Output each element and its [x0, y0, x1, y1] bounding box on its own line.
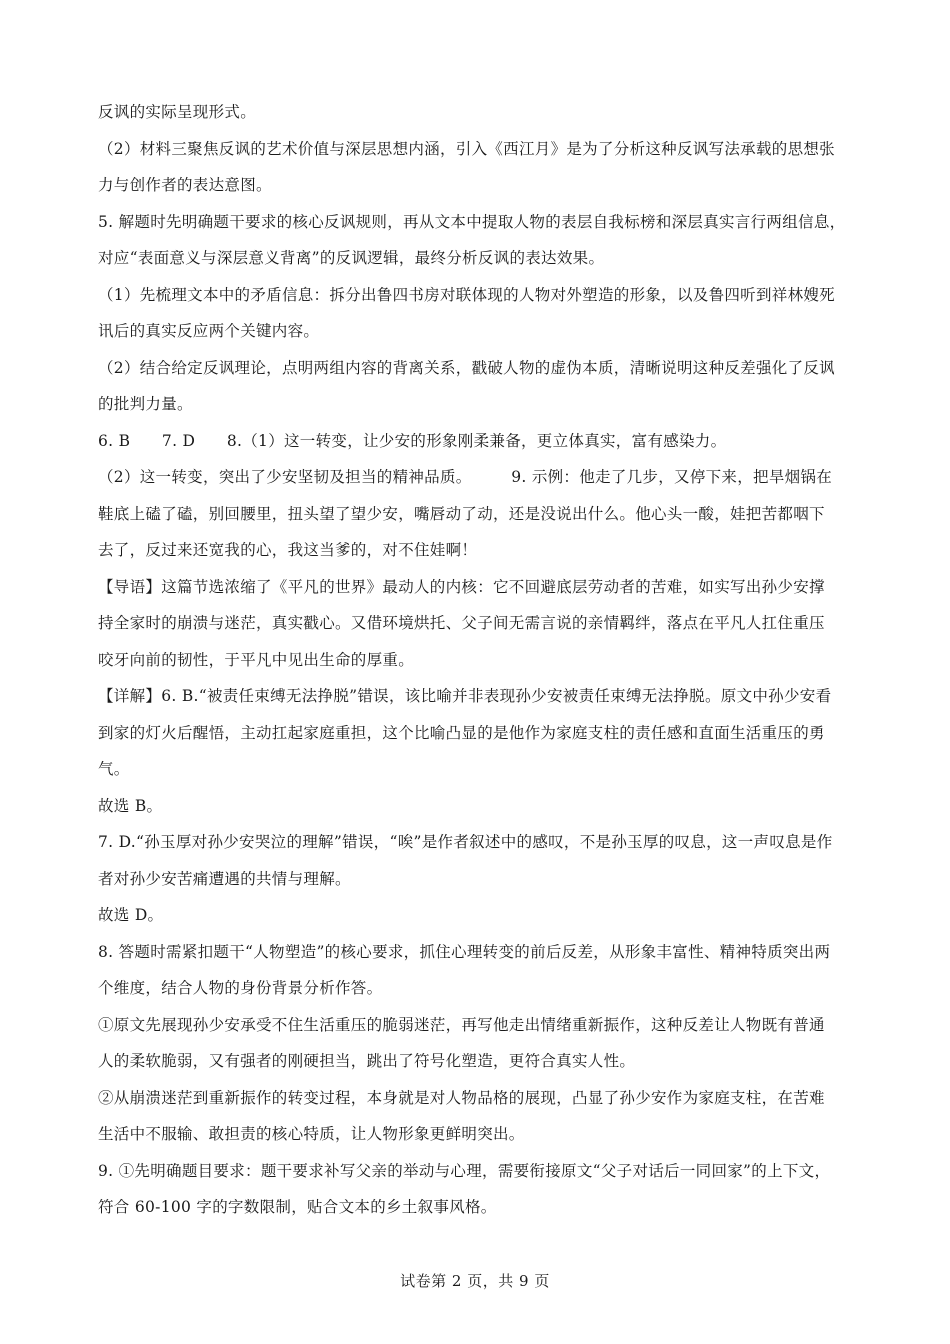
text-line: 鞋底上磕了磕，别回腰里，扭头望了望少安，嘴唇动了动，还是没说出什么。他心头一酸，娃把苦都咽下	[98, 504, 825, 523]
page-footer: 试卷第 2 页，共 9 页	[400, 1272, 550, 1290]
page-body-text	[98, 94, 858, 1226]
text-line: 7. D.“孙玉厚对孙少安哭泣的理解”错误，“唉”是作者叙述中的感叹，不是孙玉厚的叹息，这一声叹息是作	[98, 833, 833, 851]
text-line: 到家的灯火后醒悟，主动扛起家庭重担，这个比喻凸显的是他作为家庭支柱的责任感和直面生活重压的勇	[98, 723, 825, 742]
text-line: 5. 解题时先明确题干要求的核心反讽规则，再从文本中提取人物的表层自我标榜和深层真实言行两组信息，	[98, 212, 846, 231]
text-line: 8. 答题时需紧扣题干“人物塑造”的核心要求，抓住心理转变的前后反差，从形象丰富性、精神特质突出两	[98, 942, 831, 961]
text-line: 的批判力量。	[98, 395, 193, 413]
text-line: （2）材料三聚焦反讽的艺术价值与深层思想内涵，引入《西江月》是为了分析这种反讽写法承载的思想张	[98, 139, 835, 158]
text-line: 气。	[98, 760, 130, 778]
text-line: （1）先梳理文本中的矛盾信息：拆分出鲁四书房对联体现的人物对外塑造的形象，以及鲁四听到祥林嫂死	[98, 285, 835, 304]
text-line: （2）这一转变，突出了少安坚韧及担当的精神品质。 9. 示例：他走了几步，又停下来，把旱烟锅在	[98, 468, 833, 486]
text-line: ①原文先展现孙少安承受不住生活重压的脆弱迷茫，再写他走出情绪重新振作，这种反差让人物既有普通	[98, 1015, 825, 1034]
text-line: 去了，反过来还宽我的心，我这当爹的，对不住娃啊！	[98, 541, 478, 559]
text-line: 反讽的实际呈现形式。	[98, 103, 257, 121]
text-line: 9. ①先明确题目要求：题干要求补写父亲的举动与心理，需要衔接原文“父子对话后一同回家”的上下文，	[98, 1161, 831, 1180]
text-line: 故选 B。	[98, 796, 163, 815]
text-line: 讯后的真实反应两个关键内容。	[98, 322, 320, 340]
text-line: 符合 60-100 字的字数限制，贴合文本的乡土叙事风格。	[98, 1198, 497, 1216]
text-line: 咬牙向前的韧性，于平凡中见出生命的厚重。	[98, 650, 415, 669]
text-line: 者对孙少安苦痛遭遇的共情与理解。	[98, 869, 351, 888]
text-line: 人的柔软脆弱，又有强者的刚硬担当，跳出了符号化塑造，更符合真实人性。	[98, 1052, 636, 1070]
text-line: 6. B 7. D 8.（1）这一转变，让少安的形象刚柔兼备，更立体真实，富有感染力。	[98, 431, 727, 450]
text-line: 【详解】6. B.“被责任束缚无法挣脱”错误，该比喻并非表现孙少安被责任束缚无法挣脱。原文中孙少安看	[98, 687, 832, 705]
text-line: 故选 D。	[98, 906, 164, 924]
text-line: 力与创作者的表达意图。	[98, 176, 272, 194]
text-line: （2）结合给定反讽理论，点明两组内容的背离关系，戳破人物的虚伪本质，清晰说明这种反差强化了反讽	[98, 358, 835, 377]
text-line: 对应“表面意义与深层意义背离”的反讽逻辑，最终分析反讽的表达效果。	[98, 249, 605, 267]
text-line: 持全家时的崩溃与迷茫，真实戳心。又借环境烘托、父子间无需言说的亲情羁绊，落点在平凡人扛住重压	[98, 614, 825, 632]
text-line: ②从崩溃迷茫到重新振作的转变过程，本身就是对人物品格的展现，凸显了孙少安作为家庭支柱，在苦难	[98, 1088, 825, 1107]
text-line: 生活中不服输、敢担责的核心特质，让人物形象更鲜明突出。	[98, 1125, 525, 1143]
text-line: 个维度，结合人物的身份背景分析作答。	[98, 979, 383, 997]
text-line: 【导语】这篇节选浓缩了《平凡的世界》最动人的内核：它不回避底层劳动者的苦难，如实写出孙少安撑	[98, 577, 825, 596]
